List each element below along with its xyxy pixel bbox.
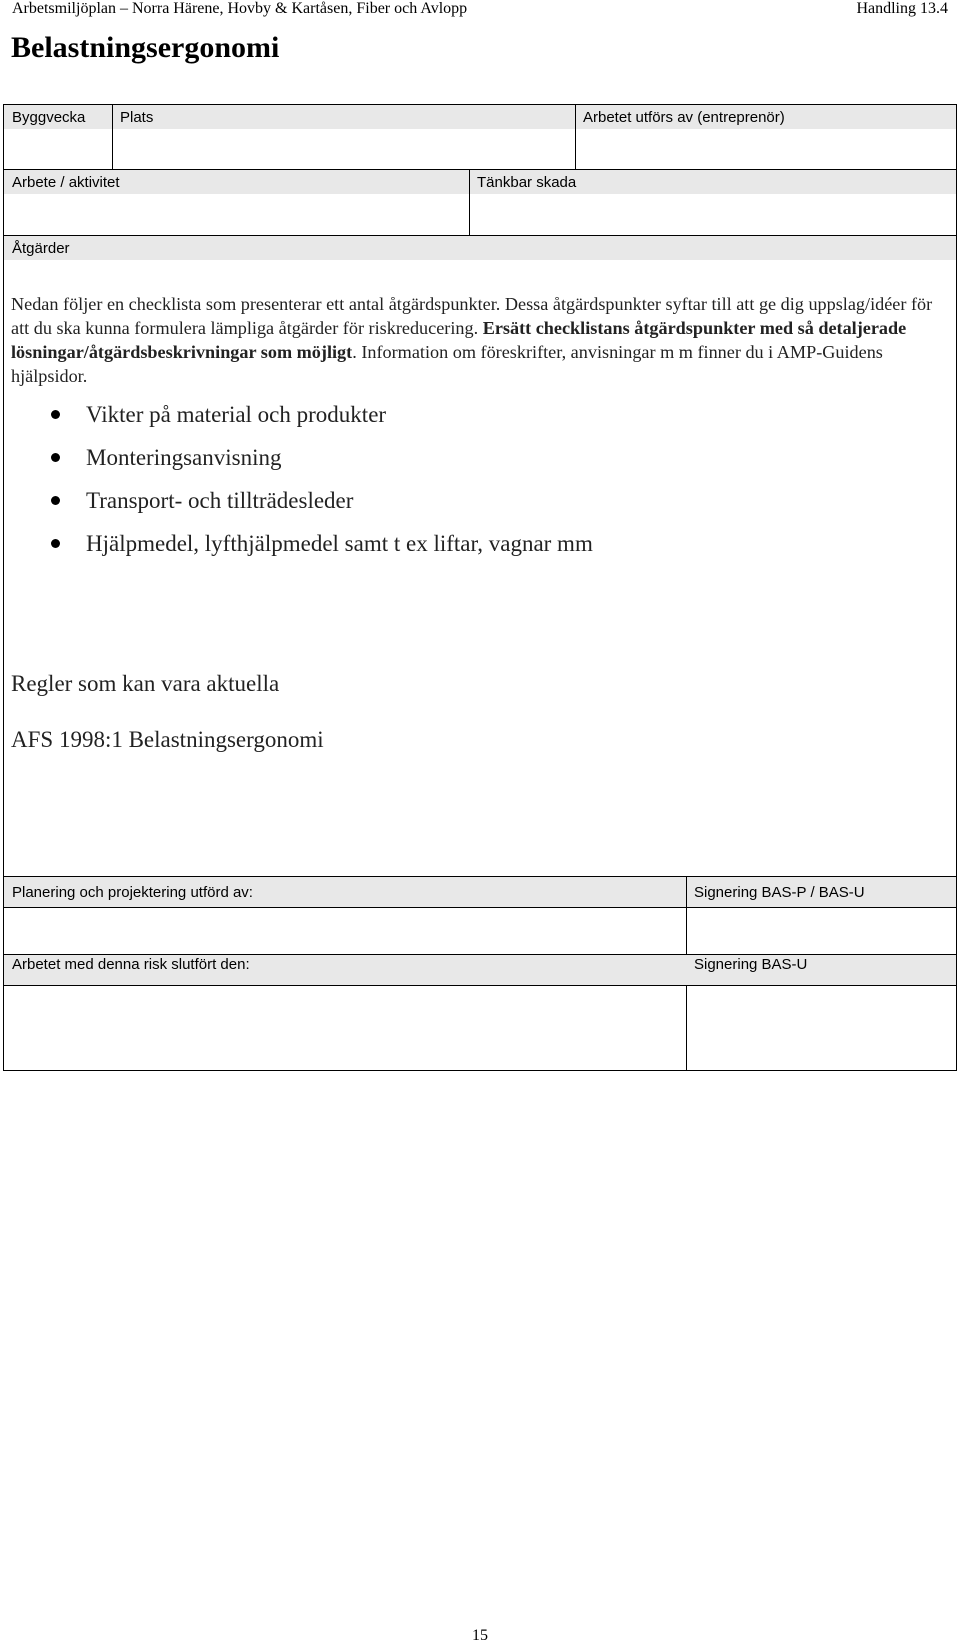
list-item: Hjälpmedel, lyfthjälpmedel samt t ex liftar, vagnar mm <box>48 531 593 574</box>
intro-text-2: . Information om föreskrifter, anvisningar m m finner du i AMP-Guidens hjälpsidor. <box>11 342 883 386</box>
entreprenor-label: Arbetet utförs av (entreprenör) <box>583 109 785 126</box>
intro-text-1: Nedan följer en checklista som presenterar ett antal åtgärdspunkter. Dessa åtgärdspunkter syftar till att ge dig uppslag/idéer för att du ska kunna formulera lämpliga åtgärder för riskreducering. <box>11 294 933 338</box>
aktivitet-label: Arbete / aktivitet <box>12 174 120 191</box>
document-handling-number: Handling 13.4 <box>856 0 948 17</box>
rules-heading: Regler som kan vara aktuella <box>11 671 280 696</box>
bullet-icon <box>51 453 60 462</box>
bullet-icon <box>51 496 60 505</box>
page-title: Belastningsergonomi <box>11 31 280 64</box>
byggvecka-label: Byggvecka <box>12 109 86 126</box>
signering-bas-p-u-label: Signering BAS-P / BAS-U <box>694 884 865 901</box>
signering-bas-u-label: Signering BAS-U <box>694 956 808 973</box>
slutfort-label: Arbetet med denna risk slutfört den: <box>12 956 250 973</box>
intro-bold-instruction: Ersätt checklistans åtgärdspunkter med så detaljerade lösningar/åtgärdsbeskrivningar som möjligt <box>11 318 907 362</box>
plats-label: Plats <box>120 109 154 126</box>
list-item: Transport- och tillträdesleder <box>48 488 593 531</box>
rule-reference: AFS 1998:1 Belastningsergonomi <box>11 727 324 752</box>
skada-field[interactable] <box>470 194 956 235</box>
intro-paragraph <box>11 292 941 388</box>
document-header-title: Arbetsmiljöplan – Norra Härene, Hovby & Kartåsen, Fiber och Avlopp <box>12 0 468 17</box>
bullet-icon <box>51 410 60 419</box>
aktivitet-field[interactable] <box>4 194 469 235</box>
plats-field[interactable] <box>113 129 575 169</box>
atgarder-label: Åtgärder <box>12 240 70 257</box>
planering-label: Planering och projektering utförd av: <box>12 884 253 901</box>
byggvecka-field[interactable] <box>4 129 112 169</box>
list-item: Monteringsanvisning <box>48 445 593 488</box>
skada-label: Tänkbar skada <box>477 174 577 191</box>
bullet-icon <box>51 539 60 548</box>
entreprenor-field[interactable] <box>576 129 956 169</box>
page-number: 15 <box>472 1627 488 1644</box>
list-item: Vikter på material och produkter <box>48 402 593 445</box>
checklist <box>48 402 593 574</box>
